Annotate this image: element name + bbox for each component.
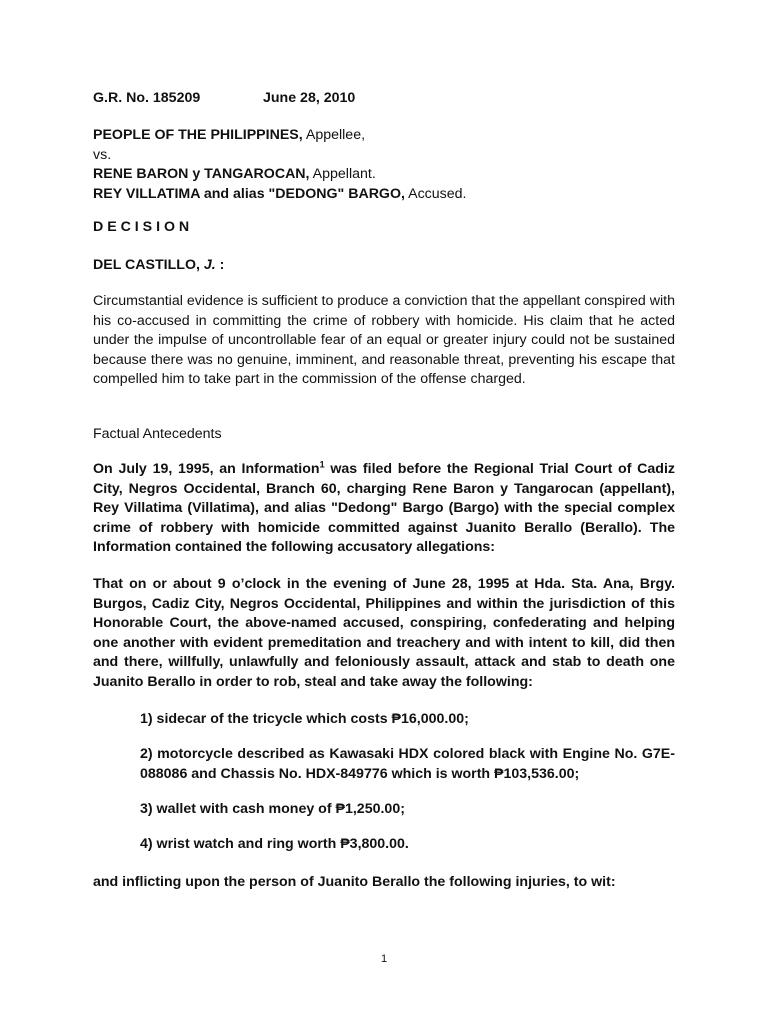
facts-text-start: On July 19, 1995, an Information [93, 461, 320, 477]
intro-paragraph: Circumstantial evidence is sufficient to produce a conviction that the appellant conspired with his co-accused in committing the crime of robbery with homicide. His claim that he acted under the impulse of uncontrollable fear of an equal or greater injury could not be sustained because there was no genuine, imminent, and reasonable threat, preventing his escape that compelled him to take part in the commission of the offense charged. [93, 293, 675, 387]
party-accused-name: REY VILLATIMA and alias "DEDONG" BARGO, [93, 185, 405, 202]
ponente-colon: : [215, 257, 225, 273]
facts-text-rest: was filed before the Regional Trial Court of Cadiz City, Negros Occidental, Branch 60, charging Rene Baron y Tangarocan (appellant), Rey Villatima (Villatima), and alias "Dedong" Bargo (Bargo) with the special complex crime of robbery with homicide committed against Juanito Berallo (Berallo). The Information contained the following accusatory allegations: [93, 461, 675, 555]
list-item: 4) wrist watch and ring worth ₱3,800.00. [140, 836, 409, 852]
decision-date: June 28, 2010 [263, 90, 356, 106]
section-heading: Factual Antecedents [93, 426, 222, 442]
party-accused-role: Accused. [404, 185, 467, 202]
versus-label: vs. [93, 146, 112, 163]
page-number: 1 [380, 953, 388, 965]
ponente-title: J. [199, 257, 216, 273]
facts-paragraph [93, 460, 675, 558]
allegation-paragraph: That on or about 9 o’clock in the evening of June 28, 1995 at Hda. Sta. Ana, Brgy. Burgos, Cadiz City, Negros Occidental, Philippines and within the jurisdiction of this Honorable Court, the above-named accused, conspiring, confederating and helping one another with evident premeditation and treachery and with intent to kill, did then and there, willfully, unlawfully and feloniously assault, attack and stab to death one Juanito Berallo in order to rob, steal and take away the following: [93, 576, 675, 690]
party-accused [93, 185, 675, 205]
party-appellee [93, 126, 675, 146]
decision-heading: D E C I S I O N [93, 219, 190, 235]
party-appellant [93, 165, 675, 185]
party-appellant-name: RENE BARON y TANGAROCAN, [93, 166, 310, 182]
list-item: 3) wallet with cash money of ₱1,250.00; [140, 801, 405, 817]
list-item: 2) motorcycle described as Kawasaki HDX colored black with Engine No. G7E-088086 and Chassis No. HDX-849776 which is worth ₱103,536.00; [140, 746, 675, 782]
case-header [93, 89, 675, 109]
party-appellee-role: Appellee, [302, 127, 366, 143]
ponente-name: DEL CASTILLO, [93, 257, 200, 273]
case-parties [93, 126, 675, 204]
footnote-ref: 1 [319, 459, 325, 470]
party-appellee-name: PEOPLE OF THE PHILIPPINES, [93, 127, 303, 143]
gr-number: G.R. No. 185209 [93, 90, 201, 106]
party-appellant-role: Appellant. [309, 166, 376, 182]
list-item: 1) sidecar of the tricycle which costs ₱16,000.00; [140, 711, 469, 727]
closing-line: and inflicting upon the person of Juanito Berallo the following injuries, to wit: [93, 874, 616, 890]
ponente-line [93, 256, 675, 276]
